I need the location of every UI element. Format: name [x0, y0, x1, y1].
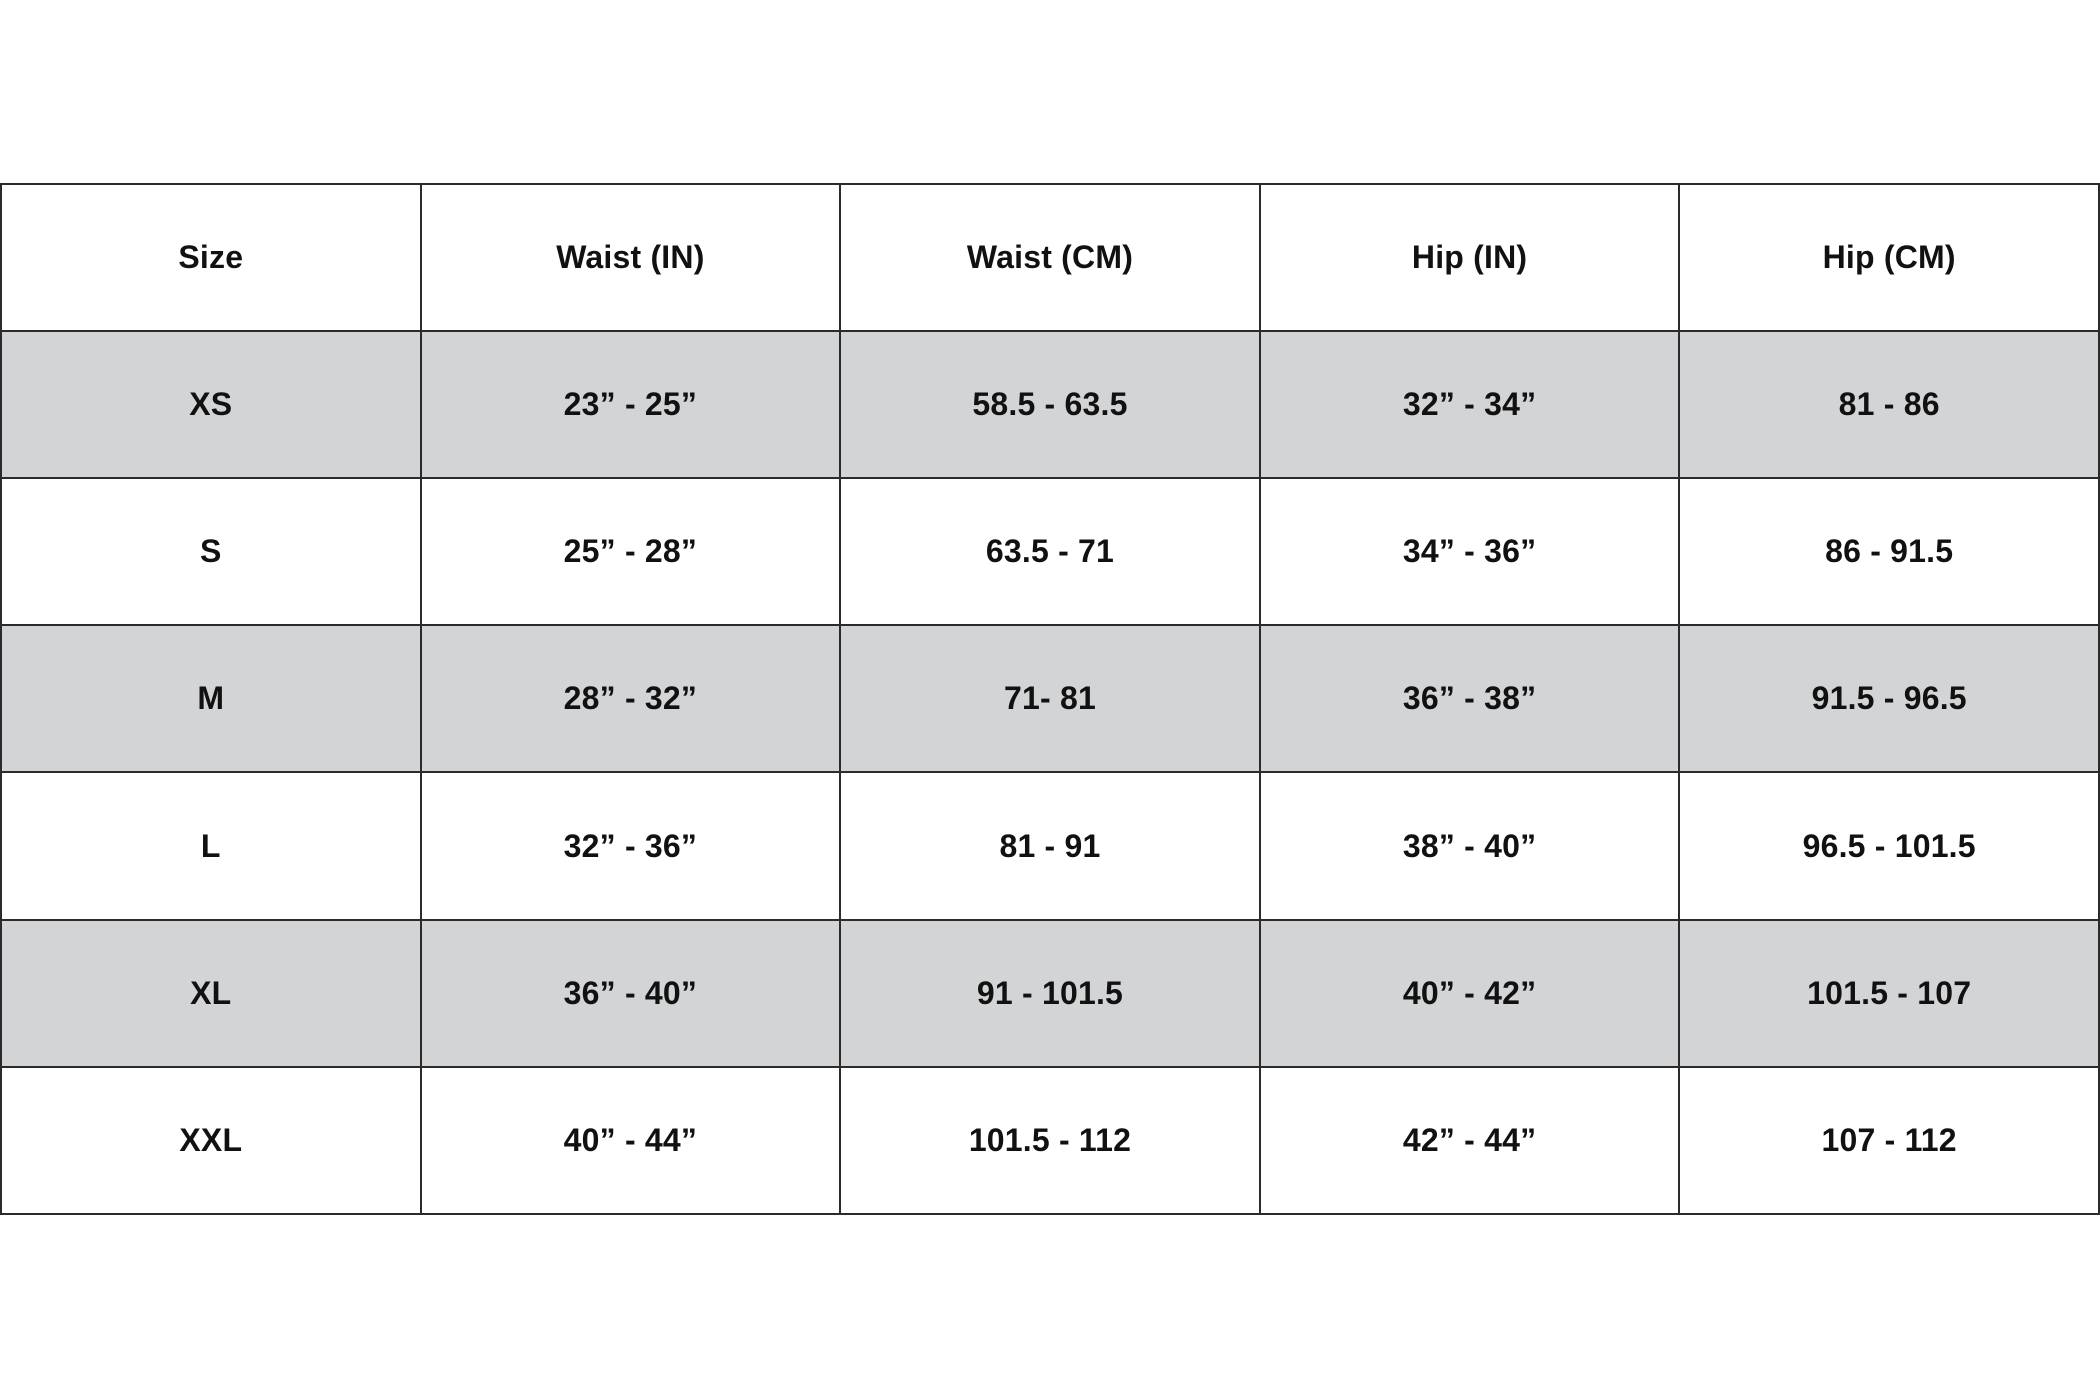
hip-in-cell: 32” - 34”	[1260, 331, 1680, 478]
hip-in-cell: 42” - 44”	[1260, 1067, 1680, 1214]
header-waist-in: Waist (IN)	[421, 184, 841, 331]
waist-in-cell: 25” - 28”	[421, 478, 841, 625]
header-size: Size	[1, 184, 421, 331]
table-row-xs	[1, 331, 2099, 478]
size-cell: XXL	[1, 1067, 421, 1214]
waist-in-cell: 36” - 40”	[421, 920, 841, 1067]
table-row-s	[1, 478, 2099, 625]
waist-cm-cell: 101.5 - 112	[840, 1067, 1260, 1214]
table-row-m	[1, 625, 2099, 772]
header-hip-in: Hip (IN)	[1260, 184, 1680, 331]
hip-in-cell: 40” - 42”	[1260, 920, 1680, 1067]
waist-cm-cell: 63.5 - 71	[840, 478, 1260, 625]
waist-cm-cell: 81 - 91	[840, 772, 1260, 919]
table-row-l	[1, 772, 2099, 919]
waist-in-cell: 23” - 25”	[421, 331, 841, 478]
hip-in-cell: 36” - 38”	[1260, 625, 1680, 772]
size-cell: L	[1, 772, 421, 919]
size-chart-table	[0, 183, 2100, 1215]
hip-in-cell: 34” - 36”	[1260, 478, 1680, 625]
table-row-xxl	[1, 1067, 2099, 1214]
waist-in-cell: 28” - 32”	[421, 625, 841, 772]
waist-in-cell: 32” - 36”	[421, 772, 841, 919]
size-cell: XS	[1, 331, 421, 478]
waist-cm-cell: 58.5 - 63.5	[840, 331, 1260, 478]
header-waist-cm: Waist (CM)	[840, 184, 1260, 331]
hip-cm-cell: 81 - 86	[1679, 331, 2099, 478]
waist-cm-cell: 71- 81	[840, 625, 1260, 772]
hip-cm-cell: 107 - 112	[1679, 1067, 2099, 1214]
waist-in-cell: 40” - 44”	[421, 1067, 841, 1214]
hip-cm-cell: 86 - 91.5	[1679, 478, 2099, 625]
header-hip-cm: Hip (CM)	[1679, 184, 2099, 331]
size-cell: M	[1, 625, 421, 772]
header-row	[1, 184, 2099, 331]
hip-cm-cell: 96.5 - 101.5	[1679, 772, 2099, 919]
hip-cm-cell: 101.5 - 107	[1679, 920, 2099, 1067]
waist-cm-cell: 91 - 101.5	[840, 920, 1260, 1067]
size-cell: XL	[1, 920, 421, 1067]
hip-in-cell: 38” - 40”	[1260, 772, 1680, 919]
table-row-xl	[1, 920, 2099, 1067]
size-cell: S	[1, 478, 421, 625]
hip-cm-cell: 91.5 - 96.5	[1679, 625, 2099, 772]
